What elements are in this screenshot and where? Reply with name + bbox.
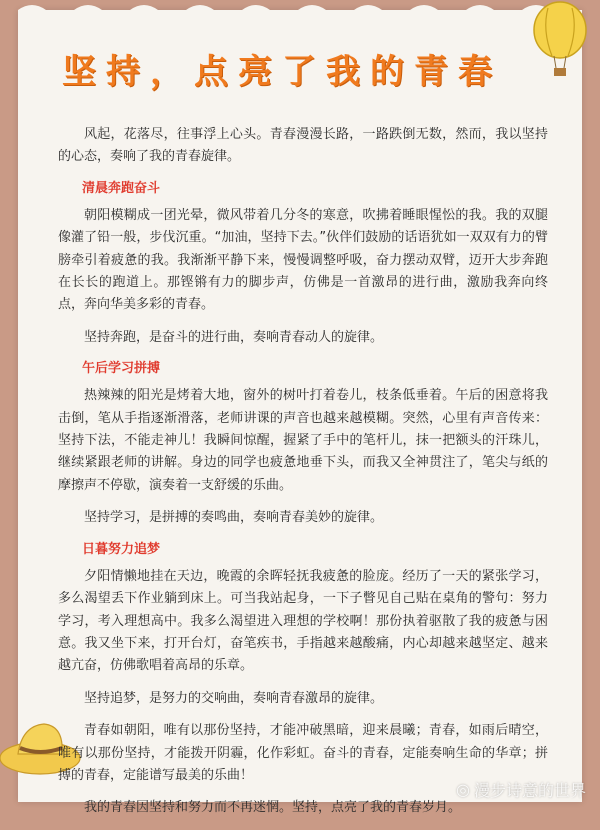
section-heading-afternoon: 午后学习拼搏 <box>82 361 161 377</box>
section-summary-afternoon: 坚持学习，是拼搏的奏鸣曲，奏响青春美妙的旋律。 <box>84 510 384 526</box>
final-paragraph: 我的青春因坚持和努力而不再迷惘。坚持，点亮了我的青春岁月。 <box>84 800 462 816</box>
watermark-logo-icon: ◎ <box>456 780 470 799</box>
section-body-afternoon: 热辣辣的阳光是烤着大地，窗外的树叶打着卷儿，枝条低垂着。午后的困意将我击倒，笔从手指逐渐滑落，老师讲课的声音也越来越模糊。突然，心里有声音传来：坚持下法，不能走神儿！我瞬间惊醒，握紧了手中的笔杆儿，抹一把额头的汗珠儿，继续紧跟老师的讲解。身边的同学也疲惫地垂下头，而我又全神贯注了，笔尖与纸的摩擦声不停歇，演奏着一支舒缓的乐曲。 <box>58 388 548 493</box>
section-heading-morning: 清晨奔跑奋斗 <box>82 180 161 196</box>
watermark <box>456 778 586 801</box>
page-title: 坚持，点亮了我的青春 <box>62 52 502 92</box>
section-heading-evening: 日暮努力追梦 <box>82 541 161 557</box>
article-body <box>58 124 548 830</box>
scalloped-edge <box>18 0 582 22</box>
hot-air-balloon-icon <box>522 0 592 80</box>
section-body-evening: 夕阳情懒地挂在天边，晚霞的余晖轻抚我疲惫的脸庞。经历了一天的紧张学习，多么渴望丢下作业躺到床上。可当我站起身，一下子瞥见自己贴在桌角的警句：努力学习，考入理想高中。我多么渴望进入理想的学校啊！那份执着驱散了我的疲惫与困意。我又坐下来，打开台灯，奋笔疾书，手指越来越酸痛，内心却越来越坚定、越来越亢奋，仿佛歌唱着高昂的乐章。 <box>58 568 548 674</box>
section-summary-morning: 坚持奔跑，是奋斗的进行曲，奏响青春动人的旋律。 <box>84 329 384 345</box>
section-body-morning: 朝阳模糊成一团光晕，微风带着几分冬的寒意，吹拂着睡眼惺忪的我。我的双腿像灌了铅一般，步伐沉重。“加油，坚持下去。”伙伴们鼓励的话语犹如一双双有力的臂膀牵引着疲惫的我。我渐渐平静下来，慢慢调整呼吸，奋力摆动双臂，迈开大步奔跑在长长的跑道上。那铿锵有力的脚步声，仿佛是一首激昂的进行曲，激励我奔向终点，奔向华美多彩的青春。 <box>58 207 548 313</box>
closing-paragraph: 青春如朝阳，唯有以那份坚持，才能冲破黑暗，迎来晨曦；青春，如雨后晴空，唯有以那份坚持，才能拨开阴霾，化作彩虹。奋斗的青春，定能奏响生命的华章；拼搏的青春，定能谱写最美的乐曲！ <box>58 723 548 783</box>
watermark-text: 漫步诗意的世界 <box>473 781 586 800</box>
section-summary-evening: 坚持追梦，是努力的交响曲，奏响青春激昂的旋律。 <box>84 690 384 706</box>
intro-paragraph: 风起，花落尽，往事浮上心头。青春漫漫长路，一路跌倒无数，然而，我以坚持的心态，奏响了我的青春旋律。 <box>58 127 548 165</box>
